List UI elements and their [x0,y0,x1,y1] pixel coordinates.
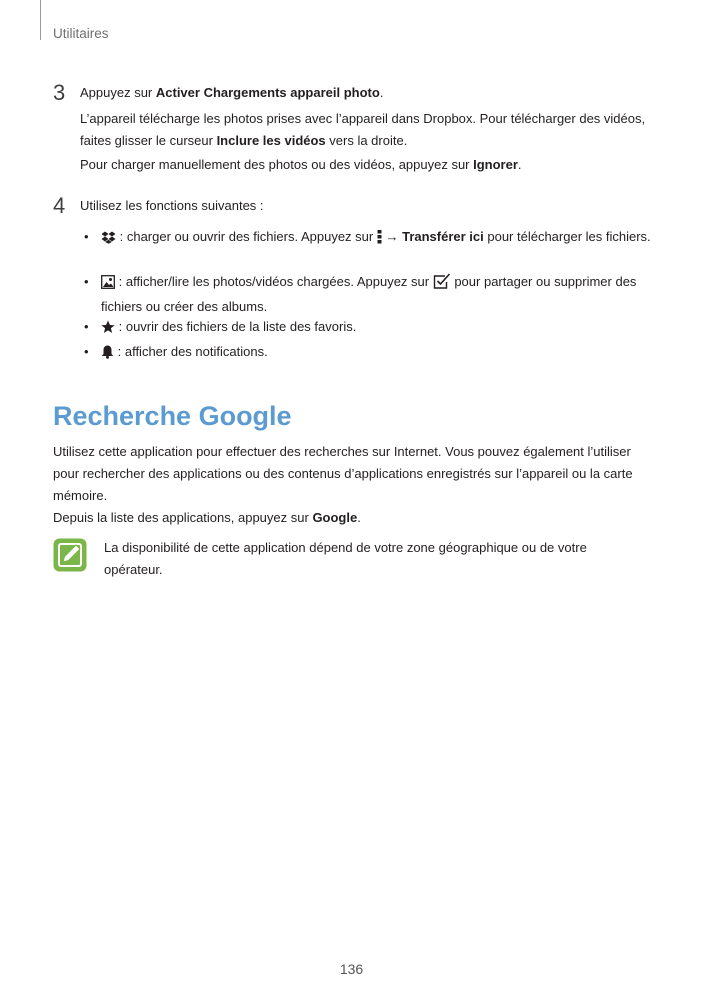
google-open-instruction: Depuis la liste des applications, appuyez sur Google. [53,510,361,525]
section-title-recherche-google: Recherche Google [53,401,292,431]
header-divider [40,0,41,40]
google-description: Utilisez cette application pour effectuer des recherches sur Internet. Vous pouvez également l’utiliser pour rechercher des applications ou des contenus d’applications enregistrés sur l’appareil ou la carte mémoire. [53,444,633,503]
page-number: 136 [339,961,364,977]
note-pencil-icon [53,538,87,572]
activer-chargements-label: Activer Chargements appareil photo [155,85,380,100]
step-3-number: 3 [53,80,66,105]
bullet-marker: • [84,319,89,334]
bullet-item-gallery: • : afficher/lire les photos/vidéos chargées. Appuyez sur pour partager ou supprimer des fichiers ou créer des albums. [84,271,659,317]
step-4-intro: Utilisez les fonctions suivantes : [80,198,264,213]
star-icon [101,319,115,341]
gallery-icon [101,274,115,296]
step-3-manual-upload: Pour charger manuellement des photos ou des vidéos, appuyez sur Ignorer. [80,157,522,172]
bullet-marker: • [84,344,89,359]
step-4-number: 4 [53,193,66,218]
step-3-description: L’appareil télécharge les photos prises avec l’appareil dans Dropbox. Pour télécharger des vidéos, faites glisser le curseur Inclure les vidéos vers la droite. [80,111,646,148]
transferer-ici-label: Transférer ici [402,229,484,244]
bullet-marker: • [84,274,89,289]
inclure-videos-label: Inclure les vidéos [216,133,326,148]
google-app-label: Google [312,510,358,525]
ignorer-label: Ignorer [473,157,518,172]
step-3-instruction: Appuyez sur Activer Chargements appareil photo. [80,85,384,100]
bullet-marker: • [84,229,89,244]
bell-icon [101,344,114,366]
select-checkbox-icon [433,273,451,296]
header-section-title: Utilitaires [53,26,109,41]
note-text: La disponibilité de cette application dépend de votre zone géographique ou de votre opérateur. [104,540,587,577]
bullet-item-dropbox: • : charger ou ouvrir des fichiers. Appuyez sur → Transférer ici pour télécharger les fichiers. [84,226,659,272]
dropbox-icon [101,229,116,251]
